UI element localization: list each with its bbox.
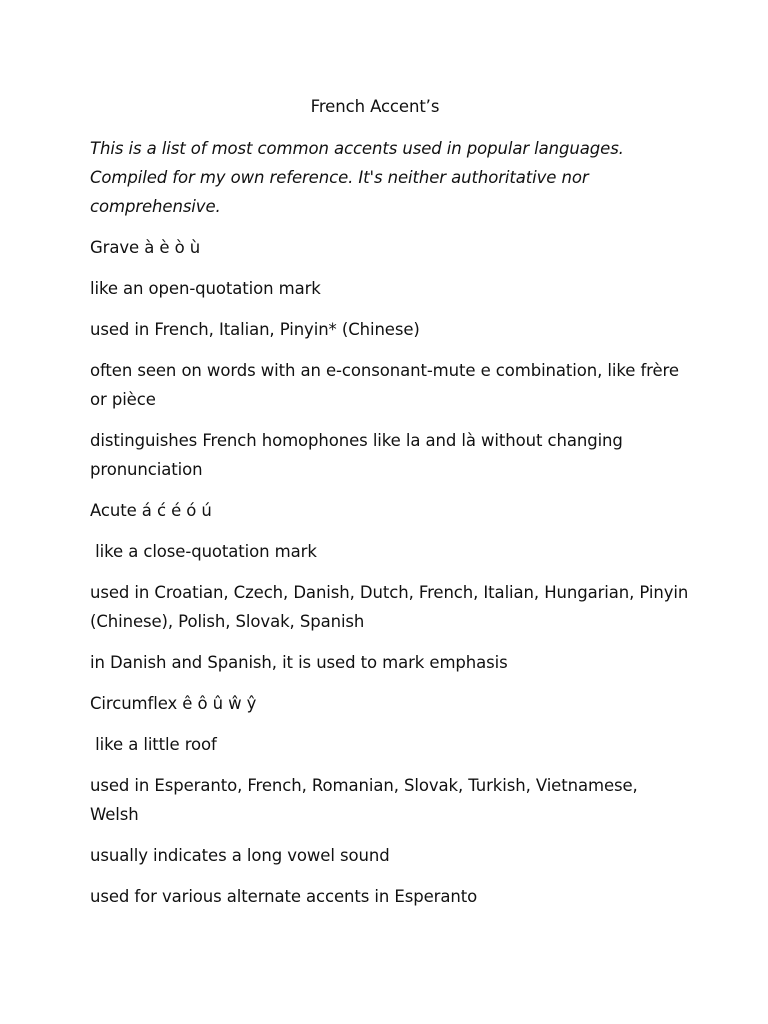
paragraph-grave-shape: like an open-quotation mark	[90, 279, 321, 298]
paragraph-acute-languages: used in Croatian, Czech, Danish, Dutch, French, Italian, Hungarian, Pinyin (Chinese), Polish, Slovak, Spanish	[90, 583, 694, 631]
paragraph-grave-usage: often seen on words with an e-consonant-mute e combination, like frère or pièce	[90, 361, 685, 409]
paragraph-acute-shape: like a close-quotation mark	[90, 542, 317, 561]
paragraph-grave-homophones: distinguishes French homophones like la and là without changing pronunciation	[90, 431, 628, 479]
paragraph-circumflex-languages: used in Esperanto, French, Romanian, Slovak, Turkish, Vietnamese, Welsh	[90, 776, 643, 824]
paragraph-circumflex-shape: like a little roof	[90, 735, 217, 754]
paragraph-acute-emphasis: in Danish and Spanish, it is used to mark emphasis	[90, 653, 508, 672]
document-body	[90, 92, 694, 923]
document-title: French Accent’s	[310, 97, 440, 116]
paragraph-grave-heading: Grave à è ò ù	[90, 238, 201, 257]
intro-paragraph: This is a list of most common accents used in popular languages. Compiled for my own reference. It's neither authoritative nor comprehensive.	[90, 139, 624, 216]
paragraph-circumflex-heading: Circumflex ê ô û ŵ ŷ	[90, 694, 257, 713]
paragraph-acute-heading: Acute á ć é ó ú	[90, 501, 212, 520]
paragraph-circumflex-long-vowel: usually indicates a long vowel sound	[90, 846, 390, 865]
paragraph-grave-languages: used in French, Italian, Pinyin* (Chinese)	[90, 320, 420, 339]
paragraph-circumflex-esperanto: used for various alternate accents in Esperanto	[90, 887, 478, 906]
